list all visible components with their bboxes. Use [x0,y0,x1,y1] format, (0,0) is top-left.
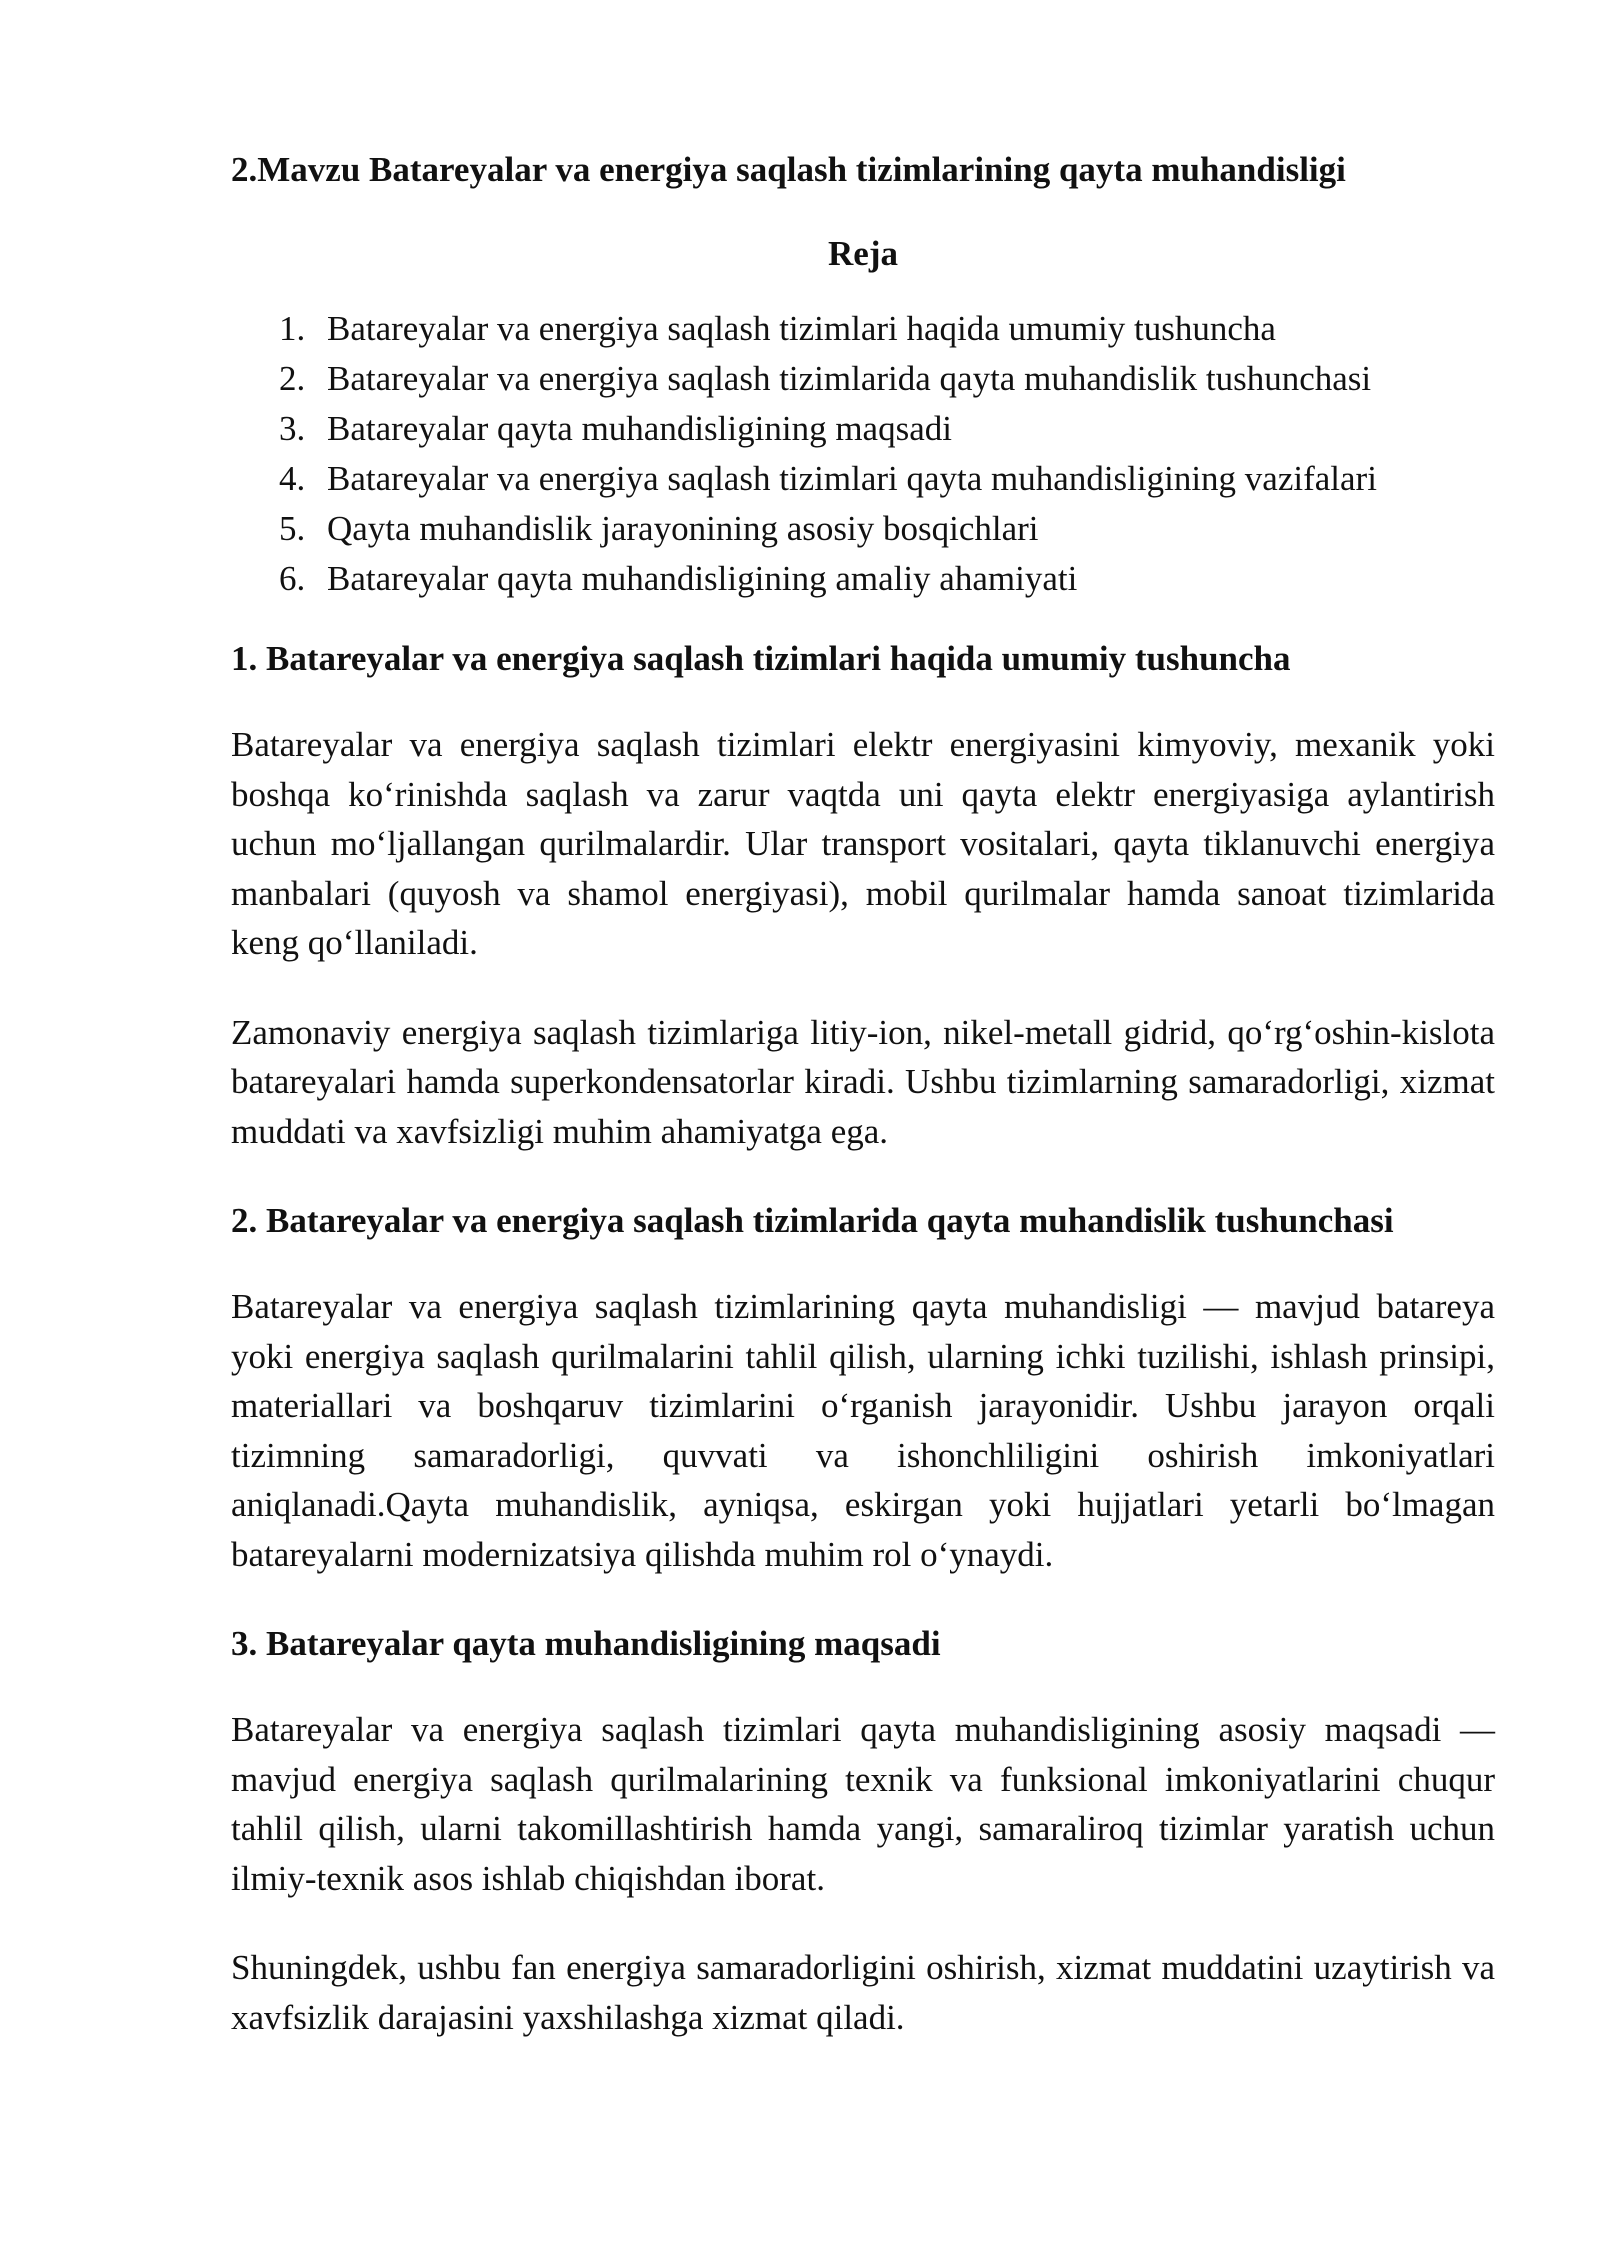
section-heading: 3. Batareyalar qayta muhandisligining maqsadi [231,1624,941,1663]
plan-item-number: 3. [279,409,306,448]
plan-item-text: Batareyalar va energiya saqlash tizimlari haqida umumiy tushuncha [327,309,1276,348]
plan-item-number: 4. [279,459,306,498]
section-heading: 1. Batareyalar va energiya saqlash tizimlari haqida umumiy tushuncha [231,639,1291,678]
plan-item [279,404,1495,454]
plan-item-text: Batareyalar qayta muhandisligining maqsadi [327,409,952,448]
plan-item-text: Batareyalar va energiya saqlash tizimlarida qayta muhandislik tushunchasi [327,359,1372,398]
plan-item [279,504,1495,554]
section-2 [231,1196,1495,1579]
plan-item-number: 6. [279,559,306,598]
plan-item-number: 1. [279,309,306,348]
plan-item-text: Qayta muhandislik jarayonining asosiy bosqichlari [327,509,1039,548]
section-1 [231,634,1495,1156]
paragraph: Batareyalar va energiya saqlash tizimlarining qayta muhandisligi — mavjud batareya yoki energiya saqlash qurilmalarini tahlil qilish, ularning ichki tuzilishi, ishlash prinsipi, materiallari va boshqaruv tizimlarini o‘rganish jarayonidir. Ushbu jarayon orqali tizimning samaradorligi, quvvati va ishonchliligini oshirish imkoniyatlari aniqlanadi.Qayta muhandislik, ayniqsa, eskirgan yoki hujjatlari yetarli bo‘lmagan batareyalarni modernizatsiya qilishda muhim rol o‘ynaydi. [231,1287,1495,1574]
paragraph: Zamonaviy energiya saqlash tizimlariga litiy-ion, nikel-metall gidrid, qo‘rg‘oshin-kislota batareyalari hamda superkondensatorlar kiradi. Ushbu tizimlarning samaradorligi, xizmat muddati va xavfsizligi muhim ahamiyatga ega. [231,1012,1495,1151]
plan-item-text: Batareyalar va energiya saqlash tizimlari qayta muhandisligining vazifalari [327,459,1377,498]
plan-item [279,354,1495,404]
section-3 [231,1619,1495,2042]
plan-item-number: 2. [279,359,306,398]
plan-list [231,304,1495,604]
paragraph: Shuningdek, ushbu fan energiya samaradorligini oshirish, xizmat muddatini uzaytirish va xavfsizlik darajasini yaxshilashga xizmat qiladi. [231,1948,1495,2037]
plan-heading: Reja [828,234,898,273]
plan-item-text: Batareyalar qayta muhandisligining amaliy ahamiyati [327,559,1078,598]
paragraph: Batareyalar va energiya saqlash tizimlari elektr energiyasini kimyoviy, mexanik yoki boshqa ko‘rinishda saqlash va zarur vaqtda uni qayta elektr energiyasiga aylantirish uchun mo‘ljallangan qurilmalardir. Ular transport vositalari, qayta tiklanuvchi energiya manbalari (quyosh va shamol energiyasi), mobil qurilmalar hamda sanoat tizimlarida keng qo‘llaniladi. [231,725,1495,962]
plan-item [279,454,1495,504]
document-title: 2.Mavzu Batareyalar va energiya saqlash tizimlarining qayta muhandisligi [231,150,1346,189]
section-heading: 2. Batareyalar va energiya saqlash tizimlarida qayta muhandislik tushunchasi [231,1201,1394,1240]
document-page [231,146,1495,2082]
paragraph: Batareyalar va energiya saqlash tizimlari qayta muhandisligining asosiy maqsadi — mavjud energiya saqlash qurilmalarining texnik va funksional imkoniyatlarini chuqur tahlil qilish, ularni takomillashtirish hamda yangi, samaraliroq tizimlar yaratish uchun ilmiy-texnik asos ishlab chiqishdan iborat. [231,1710,1495,1898]
plan-item-number: 5. [279,509,306,548]
plan-item [279,554,1495,604]
plan-item [279,304,1495,354]
